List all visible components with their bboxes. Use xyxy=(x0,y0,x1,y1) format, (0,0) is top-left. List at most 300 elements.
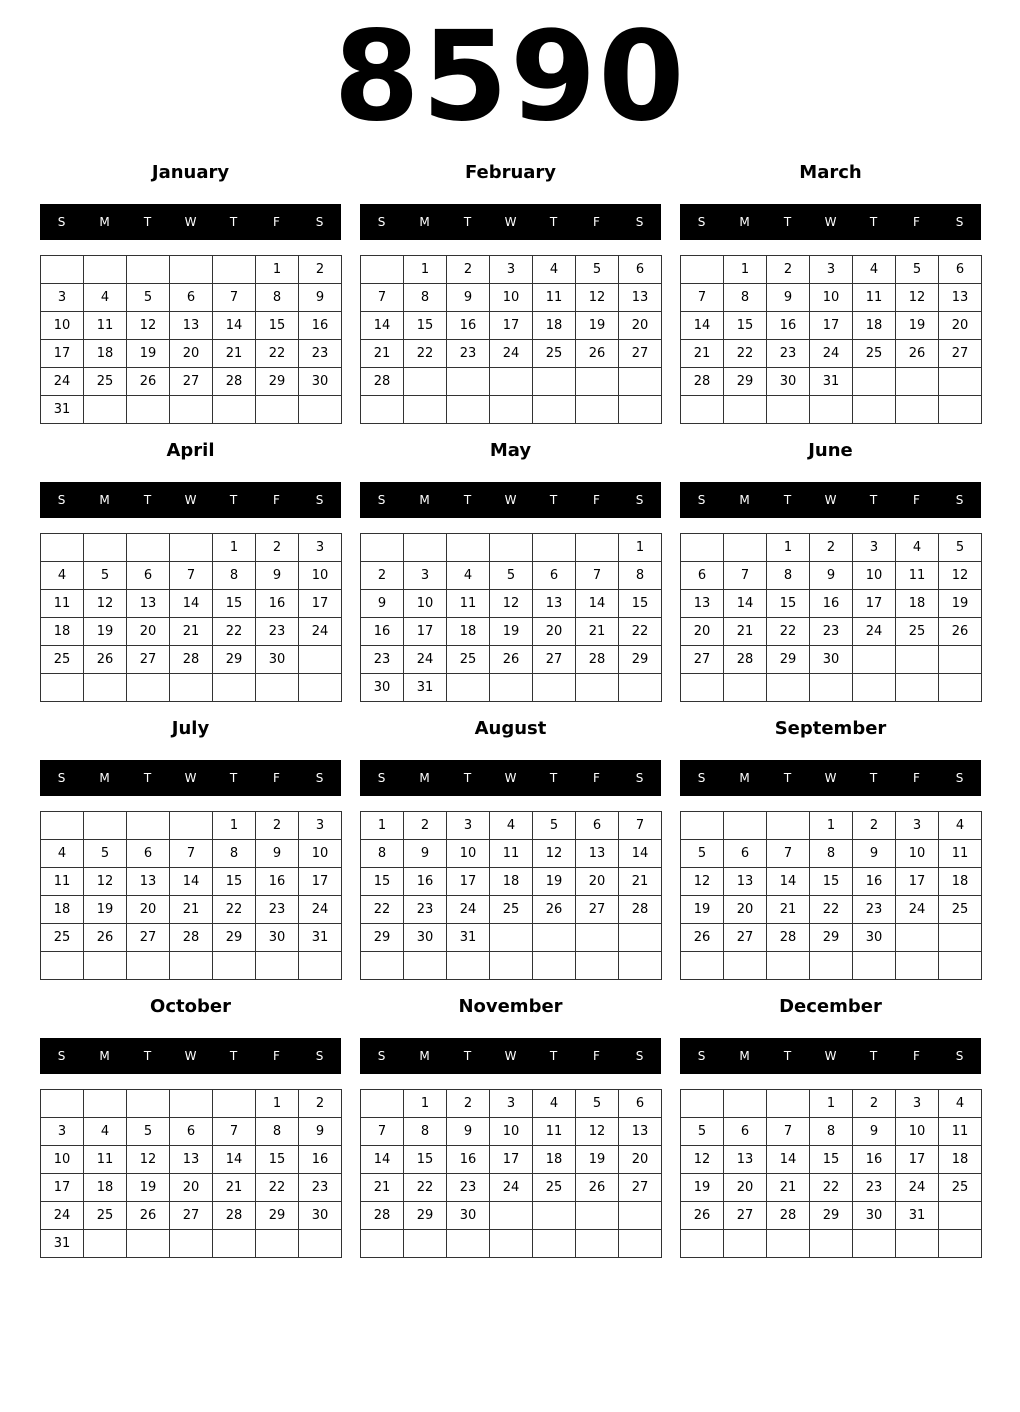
weekday-label: S xyxy=(377,771,386,785)
day-cell xyxy=(619,924,662,952)
month-january xyxy=(40,156,341,424)
day-cell: 29 xyxy=(213,646,256,674)
day-cell: 23 xyxy=(447,1174,490,1202)
weekday-label: W xyxy=(504,1049,517,1063)
month-name: November xyxy=(458,996,563,1017)
weekday-header xyxy=(40,1038,341,1074)
day-cell: 24 xyxy=(853,618,896,646)
day-cell: 16 xyxy=(447,312,490,340)
day-cell: 12 xyxy=(533,840,576,868)
day-cell: 22 xyxy=(213,618,256,646)
day-cell: 11 xyxy=(533,1118,576,1146)
month-july xyxy=(40,712,341,980)
day-cell: 26 xyxy=(576,340,619,368)
day-cell: 3 xyxy=(299,534,342,562)
weekday-label: S xyxy=(315,215,324,229)
day-cell: 31 xyxy=(41,1230,84,1258)
day-cell: 9 xyxy=(447,284,490,312)
weekday-header xyxy=(40,204,341,240)
day-cell xyxy=(681,256,724,284)
day-cell xyxy=(361,534,404,562)
day-cell: 8 xyxy=(404,284,447,312)
day-cell: 27 xyxy=(724,924,767,952)
weekday-label: T xyxy=(229,215,238,229)
day-cell: 11 xyxy=(41,590,84,618)
day-cell xyxy=(853,396,896,424)
day-cell: 24 xyxy=(490,340,533,368)
day-cell: 20 xyxy=(681,618,724,646)
day-cell: 30 xyxy=(256,646,299,674)
day-cell: 15 xyxy=(810,1146,853,1174)
weekday-label: S xyxy=(697,493,706,507)
day-cell: 19 xyxy=(84,618,127,646)
day-cell: 13 xyxy=(681,590,724,618)
weekday-label: S xyxy=(955,1049,964,1063)
day-cell: 18 xyxy=(939,868,982,896)
day-cell xyxy=(127,952,170,980)
day-cell: 5 xyxy=(896,256,939,284)
day-cell: 12 xyxy=(576,1118,619,1146)
month-name: February xyxy=(464,162,557,183)
day-grid xyxy=(40,1089,342,1258)
day-cell xyxy=(853,368,896,396)
day-cell: 27 xyxy=(619,340,662,368)
day-cell xyxy=(170,812,213,840)
day-cell xyxy=(361,1230,404,1258)
day-cell: 4 xyxy=(533,1090,576,1118)
day-cell: 24 xyxy=(810,340,853,368)
day-cell: 18 xyxy=(84,340,127,368)
day-cell xyxy=(767,812,810,840)
day-cell: 14 xyxy=(724,590,767,618)
month-name: September xyxy=(774,718,887,739)
day-cell: 20 xyxy=(724,1174,767,1202)
day-cell: 16 xyxy=(853,868,896,896)
day-cell: 15 xyxy=(256,1146,299,1174)
day-cell: 12 xyxy=(84,590,127,618)
day-cell xyxy=(724,1090,767,1118)
day-cell: 10 xyxy=(404,590,447,618)
day-cell: 8 xyxy=(256,284,299,312)
day-cell: 14 xyxy=(767,868,810,896)
day-cell: 7 xyxy=(576,562,619,590)
day-cell: 6 xyxy=(939,256,982,284)
day-cell: 16 xyxy=(767,312,810,340)
month-name: December xyxy=(779,996,882,1017)
day-cell xyxy=(84,256,127,284)
day-cell: 28 xyxy=(767,1202,810,1230)
day-cell: 2 xyxy=(447,256,490,284)
day-cell: 12 xyxy=(127,1146,170,1174)
day-cell: 8 xyxy=(213,840,256,868)
month-name: May xyxy=(489,440,532,461)
weekday-header xyxy=(40,482,341,518)
day-cell xyxy=(213,674,256,702)
day-cell: 7 xyxy=(619,812,662,840)
day-cell: 8 xyxy=(810,1118,853,1146)
day-cell: 25 xyxy=(490,896,533,924)
day-cell: 6 xyxy=(619,256,662,284)
day-cell: 30 xyxy=(361,674,404,702)
day-cell: 1 xyxy=(810,1090,853,1118)
day-cell: 11 xyxy=(84,1146,127,1174)
weekday-label: S xyxy=(57,771,66,785)
day-cell xyxy=(404,952,447,980)
day-cell: 26 xyxy=(127,368,170,396)
day-cell: 2 xyxy=(256,812,299,840)
day-cell: 29 xyxy=(810,924,853,952)
month-name: October xyxy=(150,996,231,1017)
day-cell: 27 xyxy=(170,1202,213,1230)
day-cell: 5 xyxy=(84,840,127,868)
weekday-label: S xyxy=(377,215,386,229)
weekday-label: T xyxy=(143,493,152,507)
day-cell: 17 xyxy=(41,1174,84,1202)
day-cell xyxy=(84,1090,127,1118)
day-cell: 2 xyxy=(404,812,447,840)
weekday-label: W xyxy=(824,493,837,507)
day-cell: 25 xyxy=(939,896,982,924)
day-cell: 19 xyxy=(533,868,576,896)
day-cell: 9 xyxy=(299,1118,342,1146)
weekday-label: T xyxy=(549,1049,558,1063)
weekday-label: F xyxy=(593,771,600,785)
day-cell: 4 xyxy=(84,284,127,312)
day-cell xyxy=(361,396,404,424)
day-cell: 16 xyxy=(853,1146,896,1174)
day-cell: 13 xyxy=(619,284,662,312)
day-cell: 27 xyxy=(724,1202,767,1230)
day-cell: 31 xyxy=(404,674,447,702)
day-cell xyxy=(170,952,213,980)
weekday-label: T xyxy=(549,493,558,507)
weekday-label: M xyxy=(99,1049,110,1063)
day-cell: 15 xyxy=(619,590,662,618)
day-cell xyxy=(84,534,127,562)
day-cell: 3 xyxy=(490,256,533,284)
day-cell xyxy=(127,674,170,702)
weekday-label: S xyxy=(57,215,66,229)
weekday-label: M xyxy=(739,1049,750,1063)
weekday-label: M xyxy=(419,493,430,507)
day-cell xyxy=(404,534,447,562)
day-cell: 20 xyxy=(127,618,170,646)
weekday-label: S xyxy=(57,493,66,507)
day-cell: 28 xyxy=(361,368,404,396)
day-grid xyxy=(40,533,342,702)
day-cell: 11 xyxy=(490,840,533,868)
day-cell xyxy=(256,1230,299,1258)
month-name: March xyxy=(799,162,862,183)
day-cell: 29 xyxy=(810,1202,853,1230)
weekday-label: S xyxy=(57,1049,66,1063)
day-grid xyxy=(680,533,982,702)
weekday-label: T xyxy=(143,771,152,785)
day-cell: 9 xyxy=(299,284,342,312)
day-cell xyxy=(533,952,576,980)
day-cell: 10 xyxy=(299,840,342,868)
weekday-label: W xyxy=(504,215,517,229)
day-cell: 4 xyxy=(533,256,576,284)
day-cell: 4 xyxy=(939,812,982,840)
day-grid xyxy=(40,811,342,980)
day-cell xyxy=(299,646,342,674)
day-cell: 14 xyxy=(361,312,404,340)
day-cell: 24 xyxy=(447,896,490,924)
day-cell: 14 xyxy=(767,1146,810,1174)
day-grid xyxy=(360,533,662,702)
day-cell: 13 xyxy=(170,1146,213,1174)
day-cell: 22 xyxy=(810,896,853,924)
day-cell: 10 xyxy=(896,840,939,868)
day-cell: 19 xyxy=(681,1174,724,1202)
weekday-label: T xyxy=(463,771,472,785)
day-cell xyxy=(41,534,84,562)
day-cell xyxy=(127,256,170,284)
day-cell xyxy=(939,1202,982,1230)
day-cell: 14 xyxy=(361,1146,404,1174)
day-cell: 18 xyxy=(490,868,533,896)
day-cell: 22 xyxy=(361,896,404,924)
day-cell xyxy=(533,368,576,396)
month-february xyxy=(360,156,661,424)
day-cell: 4 xyxy=(490,812,533,840)
day-cell: 7 xyxy=(213,1118,256,1146)
day-cell xyxy=(939,674,982,702)
weekday-label: S xyxy=(635,215,644,229)
weekday-label: T xyxy=(783,771,792,785)
day-cell: 27 xyxy=(533,646,576,674)
day-cell xyxy=(724,674,767,702)
day-cell: 19 xyxy=(127,340,170,368)
day-cell: 4 xyxy=(41,840,84,868)
day-cell xyxy=(896,1230,939,1258)
day-cell: 1 xyxy=(361,812,404,840)
day-cell: 24 xyxy=(896,1174,939,1202)
day-cell xyxy=(84,674,127,702)
day-cell: 26 xyxy=(939,618,982,646)
day-cell: 7 xyxy=(681,284,724,312)
day-cell xyxy=(896,952,939,980)
weekday-header xyxy=(680,204,981,240)
day-cell: 19 xyxy=(939,590,982,618)
day-cell: 17 xyxy=(299,868,342,896)
day-cell: 24 xyxy=(41,1202,84,1230)
day-cell: 27 xyxy=(576,896,619,924)
day-cell: 16 xyxy=(810,590,853,618)
day-cell xyxy=(724,396,767,424)
day-cell xyxy=(84,396,127,424)
day-cell: 30 xyxy=(767,368,810,396)
day-cell: 18 xyxy=(84,1174,127,1202)
day-cell: 26 xyxy=(576,1174,619,1202)
day-cell: 14 xyxy=(170,868,213,896)
day-cell: 4 xyxy=(853,256,896,284)
day-cell xyxy=(41,674,84,702)
day-cell: 19 xyxy=(127,1174,170,1202)
day-cell xyxy=(127,534,170,562)
day-cell: 22 xyxy=(767,618,810,646)
day-cell xyxy=(299,396,342,424)
day-cell: 26 xyxy=(681,924,724,952)
day-cell: 20 xyxy=(576,868,619,896)
weekday-label: W xyxy=(824,771,837,785)
day-cell xyxy=(767,952,810,980)
day-cell: 16 xyxy=(404,868,447,896)
day-cell xyxy=(767,1230,810,1258)
day-cell: 1 xyxy=(256,1090,299,1118)
weekday-label: W xyxy=(504,771,517,785)
day-cell xyxy=(896,674,939,702)
day-cell: 17 xyxy=(41,340,84,368)
day-cell: 1 xyxy=(810,812,853,840)
weekday-header xyxy=(680,482,981,518)
day-cell: 4 xyxy=(41,562,84,590)
day-cell xyxy=(576,1230,619,1258)
day-cell: 28 xyxy=(170,646,213,674)
day-cell: 12 xyxy=(576,284,619,312)
day-cell xyxy=(533,674,576,702)
month-name: June xyxy=(808,440,853,461)
day-cell: 18 xyxy=(447,618,490,646)
weekday-label: M xyxy=(99,771,110,785)
day-cell xyxy=(256,674,299,702)
day-cell xyxy=(213,256,256,284)
weekday-label: T xyxy=(463,215,472,229)
day-cell: 7 xyxy=(170,840,213,868)
weekday-header xyxy=(360,1038,661,1074)
day-cell: 12 xyxy=(896,284,939,312)
day-cell xyxy=(619,674,662,702)
day-cell: 17 xyxy=(810,312,853,340)
weekday-label: F xyxy=(913,493,920,507)
day-cell xyxy=(447,368,490,396)
day-cell: 15 xyxy=(404,1146,447,1174)
day-cell: 20 xyxy=(533,618,576,646)
weekday-header xyxy=(680,1038,981,1074)
day-cell xyxy=(41,952,84,980)
day-cell: 21 xyxy=(681,340,724,368)
day-cell: 3 xyxy=(299,812,342,840)
day-cell: 13 xyxy=(619,1118,662,1146)
day-cell: 26 xyxy=(84,924,127,952)
day-cell: 21 xyxy=(213,340,256,368)
day-cell: 17 xyxy=(490,312,533,340)
month-december xyxy=(680,990,981,1258)
day-cell: 14 xyxy=(576,590,619,618)
day-cell xyxy=(896,646,939,674)
day-cell xyxy=(939,396,982,424)
day-cell xyxy=(213,1230,256,1258)
day-cell: 16 xyxy=(256,590,299,618)
day-cell xyxy=(619,396,662,424)
day-cell: 6 xyxy=(724,840,767,868)
day-cell: 29 xyxy=(361,924,404,952)
day-cell xyxy=(810,1230,853,1258)
day-cell: 14 xyxy=(170,590,213,618)
day-cell xyxy=(853,1230,896,1258)
day-cell: 15 xyxy=(361,868,404,896)
day-cell: 25 xyxy=(84,368,127,396)
day-cell xyxy=(619,1202,662,1230)
day-cell: 14 xyxy=(213,312,256,340)
day-cell: 31 xyxy=(447,924,490,952)
day-cell xyxy=(576,1202,619,1230)
day-cell: 5 xyxy=(127,1118,170,1146)
day-cell: 18 xyxy=(533,1146,576,1174)
day-cell xyxy=(299,952,342,980)
day-cell: 21 xyxy=(361,340,404,368)
day-cell: 25 xyxy=(853,340,896,368)
day-cell xyxy=(681,534,724,562)
day-cell: 5 xyxy=(84,562,127,590)
day-cell xyxy=(576,368,619,396)
day-cell: 29 xyxy=(724,368,767,396)
day-cell: 8 xyxy=(767,562,810,590)
day-cell: 12 xyxy=(127,312,170,340)
day-cell xyxy=(576,534,619,562)
day-cell xyxy=(767,674,810,702)
day-cell: 22 xyxy=(256,1174,299,1202)
day-cell: 11 xyxy=(41,868,84,896)
day-cell: 22 xyxy=(404,340,447,368)
day-cell: 23 xyxy=(256,896,299,924)
day-cell: 8 xyxy=(404,1118,447,1146)
day-cell xyxy=(853,646,896,674)
weekday-label: W xyxy=(184,493,197,507)
day-cell: 21 xyxy=(213,1174,256,1202)
day-cell: 25 xyxy=(447,646,490,674)
day-cell: 22 xyxy=(810,1174,853,1202)
day-cell xyxy=(84,1230,127,1258)
day-cell: 15 xyxy=(404,312,447,340)
weekday-label: W xyxy=(824,1049,837,1063)
day-cell: 3 xyxy=(404,562,447,590)
day-cell: 25 xyxy=(939,1174,982,1202)
day-cell: 25 xyxy=(533,1174,576,1202)
day-cell: 4 xyxy=(896,534,939,562)
day-cell: 5 xyxy=(939,534,982,562)
day-cell: 17 xyxy=(299,590,342,618)
day-cell xyxy=(576,924,619,952)
day-cell: 18 xyxy=(41,618,84,646)
day-cell: 23 xyxy=(256,618,299,646)
day-cell xyxy=(41,256,84,284)
weekday-label: F xyxy=(273,771,280,785)
day-cell xyxy=(767,1090,810,1118)
day-cell: 29 xyxy=(619,646,662,674)
day-cell: 16 xyxy=(299,1146,342,1174)
day-cell xyxy=(896,396,939,424)
day-cell: 31 xyxy=(299,924,342,952)
day-cell xyxy=(170,534,213,562)
day-cell: 30 xyxy=(853,924,896,952)
day-cell: 24 xyxy=(896,896,939,924)
day-cell: 2 xyxy=(299,1090,342,1118)
day-cell: 23 xyxy=(361,646,404,674)
day-cell xyxy=(404,1230,447,1258)
day-cell xyxy=(853,674,896,702)
day-cell: 17 xyxy=(853,590,896,618)
day-cell: 16 xyxy=(299,312,342,340)
day-cell xyxy=(361,1090,404,1118)
day-cell: 25 xyxy=(41,646,84,674)
weekday-label: T xyxy=(783,215,792,229)
day-cell: 19 xyxy=(681,896,724,924)
day-cell: 4 xyxy=(447,562,490,590)
day-cell xyxy=(619,1230,662,1258)
day-cell: 5 xyxy=(681,1118,724,1146)
